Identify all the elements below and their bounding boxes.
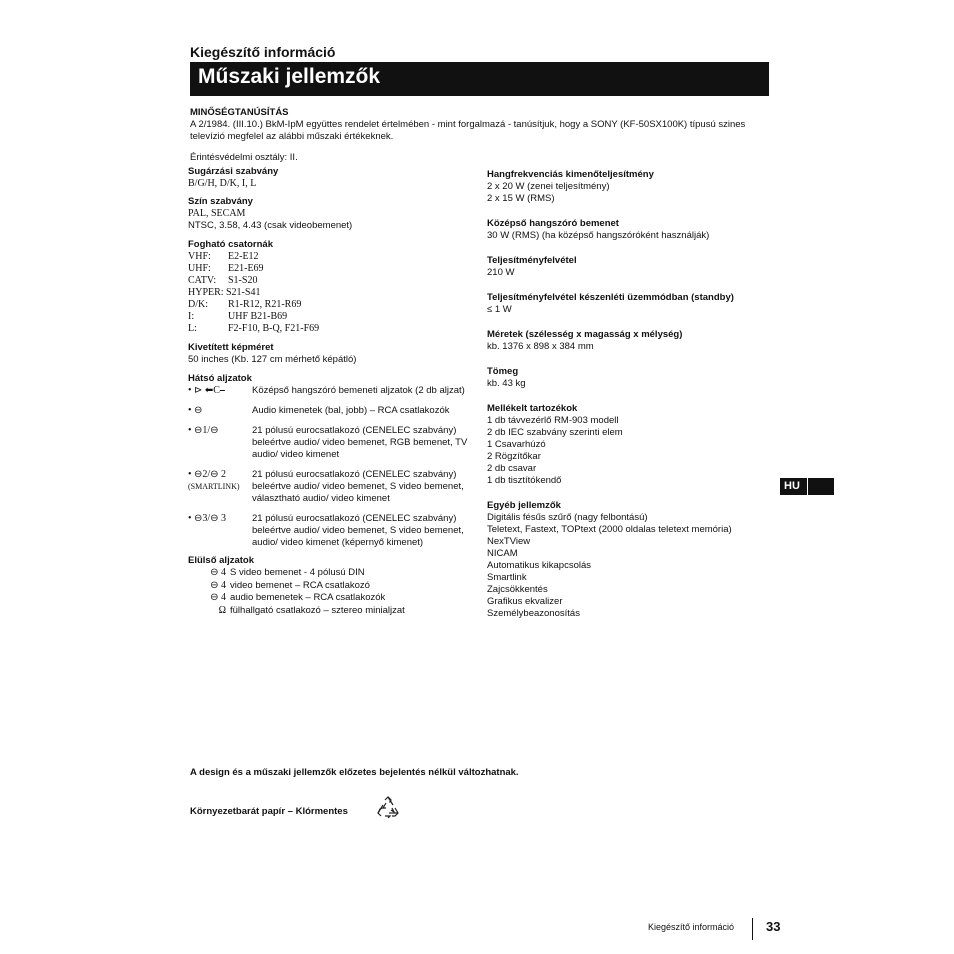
radiation-heading: Sugárzási szabvány (188, 166, 279, 177)
channels-heading: Fogható csatornák (188, 239, 273, 250)
standby-heading: Teljesítményfelvétel készenléti üzemmódban (standby) (487, 292, 734, 303)
feature-item: Teletext, Fastext, TOPtext (2000 oldalas teletext memória) (487, 524, 732, 535)
other-heading: Egyéb jellemzők (487, 500, 561, 511)
radiation-value: B/G/H, D/K, I, L (188, 178, 257, 189)
color-line2: NTSC, 3.58, 4.43 (csak videobemenet) (188, 220, 353, 231)
language-tab-label: HU (784, 480, 800, 492)
accessory-item: 1 db távvezérlő RM-903 modell (487, 415, 619, 426)
audio-line2: 2 x 15 W (RMS) (487, 193, 555, 204)
language-tab-divider (807, 478, 808, 495)
power-value: 210 W (487, 267, 515, 278)
feature-item: Grafikus ekvalizer (487, 596, 563, 607)
feature-item: Digitális fésűs szűrő (nagy felbontású) (487, 512, 648, 523)
feature-item: NICAM (487, 548, 518, 559)
center-value: 30 W (RMS) (ha középső hangszóróként használják) (487, 230, 710, 241)
accessory-item: 1 db tisztítókendő (487, 475, 562, 486)
page-number: 33 (766, 919, 781, 934)
feature-item: Smartlink (487, 572, 527, 583)
smartlink-label: (SMARTLINK) (188, 482, 240, 491)
rear-item: • ⊖2/⊖ 2 (SMARTLINK) 21 pólusú eurocsatlakozó (CENELEC szabvány) beleértve audio/ video bemenet, S video bemenet, választható audio/ video kimenet (188, 469, 464, 504)
dims-heading: Méretek (szélesség x magasság x mélység) (487, 329, 683, 340)
feature-item: Zajcsökkentés (487, 584, 548, 595)
quality-text: A 2/1984. (III.10.) BkM-IpM együttes rendelet értelmében - mint forgalmazá - tanúsítjuk, hogy a SONY (KF-50SX100K) típusú szines televízió megfelel az alábbi műszaki értékeknek. (190, 119, 746, 142)
color-line1: PAL, SECAM (188, 208, 246, 219)
standby-value: ≤ 1 W (487, 304, 512, 315)
footer-label: Kiegészítő információ (648, 922, 735, 932)
right-column (487, 169, 777, 620)
channel-row: CATV: S1-S20 (188, 275, 258, 286)
page-title-bar (190, 62, 769, 96)
quality-block (190, 107, 770, 164)
rear-heading: Hátsó aljzatok (188, 373, 252, 384)
feature-item: Személybeazonosítás (487, 608, 580, 619)
scart1-icon: • ⊖1/⊖ (188, 425, 219, 436)
channel-row: UHF: E21-E69 (188, 263, 264, 274)
accessories-heading: Mellékelt tartozékok (487, 403, 578, 414)
center-speaker-icon: • ⊳ ⬅C⎯ (188, 385, 225, 396)
quality-class: Érintésvédelmi osztály: II. (190, 152, 298, 163)
center-heading: Középső hangszóró bemenet (487, 218, 619, 229)
accessory-item: 2 Rögzítőkar (487, 451, 541, 462)
feature-item: Automatikus kikapcsolás (487, 560, 592, 571)
channel-row: I: UHF B21-B69 (188, 311, 288, 322)
accessory-item: 2 db csavar (487, 463, 537, 474)
weight-heading: Tömeg (487, 366, 519, 377)
power-heading: Teljesítményfelvétel (487, 255, 577, 266)
audio-out-icon: • ⊖ (188, 405, 203, 416)
channel-row: D/K: R1-R12, R21-R69 (188, 299, 302, 310)
change-notice: A design és a műszaki jellemzők előzetes bejelentés nélkül változhatnak. (190, 767, 519, 778)
rear-item: • ⊖1/⊖ 21 pólusú eurocsatlakozó (CENELEC szabvány) beleértve audio/ video bemenet, RGB bemenet, TV audio/ video kimenet (188, 425, 468, 460)
color-heading: Szín szabvány (188, 196, 253, 207)
rear-item: • ⊖ Audio kimenetek (bal, jobb) – RCA csatlakozók (188, 405, 450, 416)
accessory-item: 1 Csavarhúzó (487, 439, 546, 450)
front-item: Ω fülhallgató csatlakozó – sztereo minialjzat (188, 605, 478, 618)
headphone-icon: Ω (218, 604, 226, 616)
page-title: Műszaki jellemzők (198, 65, 381, 88)
recycle-icon (376, 796, 400, 820)
front-item: ⊖ 4 S video bemenet - 4 pólusú DIN (188, 567, 478, 580)
front-item: ⊖ 4 audio bemenetek – RCA csatlakozók (188, 592, 478, 605)
picture-heading: Kivetített képméret (188, 342, 274, 353)
language-tab (780, 478, 834, 495)
channel-row: L: F2-F10, B-Q, F21-F69 (188, 323, 320, 334)
paper-notice: Környezetbarát papír – Klórmentes (190, 806, 348, 817)
left-column (188, 166, 478, 617)
section-title: Kiegészítő információ (190, 44, 336, 60)
weight-value: kb. 43 kg (487, 378, 526, 389)
dims-value: kb. 1376 x 898 x 384 mm (487, 341, 594, 352)
video-in-icon: ⊖ 4 (210, 579, 226, 591)
footer-divider (752, 918, 753, 940)
accessory-item: 2 db IEC szabvány szerinti elem (487, 427, 623, 438)
rear-item: • ⊳ ⬅C⎯ Középső hangszóró bemeneti aljzatok (2 db aljzat) (188, 385, 465, 396)
scart2-icon: • ⊖2/⊖ 2 (188, 469, 227, 480)
quality-heading: MINŐSÉGTANÚSÍTÁS (190, 107, 289, 118)
audio-in-icon: ⊖ 4 (210, 592, 226, 603)
rear-item: • ⊖3/⊖ 3 21 pólusú eurocsatlakozó (CENELEC szabvány) beleértve audio/ video bemenet, S video bemenet, audio/ video kimenet (képernyő kimenet) (188, 513, 464, 548)
front-item: ⊖ 4 video bemenet – RCA csatlakozó (188, 580, 478, 593)
s-video-icon: ⊖ 4 (210, 567, 226, 578)
channel-row: VHF: E2-E12 (188, 251, 259, 262)
scart3-icon: • ⊖3/⊖ 3 (188, 513, 227, 524)
channel-row: HYPER: S21-S41 (188, 287, 261, 298)
feature-item: NexTView (487, 536, 531, 547)
channels-table (188, 251, 478, 335)
picture-value: 50 inches (Kb. 127 cm mérhető képátló) (188, 354, 357, 365)
audio-line1: 2 x 20 W (zenei teljesítmény) (487, 181, 610, 192)
audio-heading: Hangfrekvenciás kimenőteljesítmény (487, 169, 654, 180)
front-heading: Elülső aljzatok (188, 555, 254, 566)
